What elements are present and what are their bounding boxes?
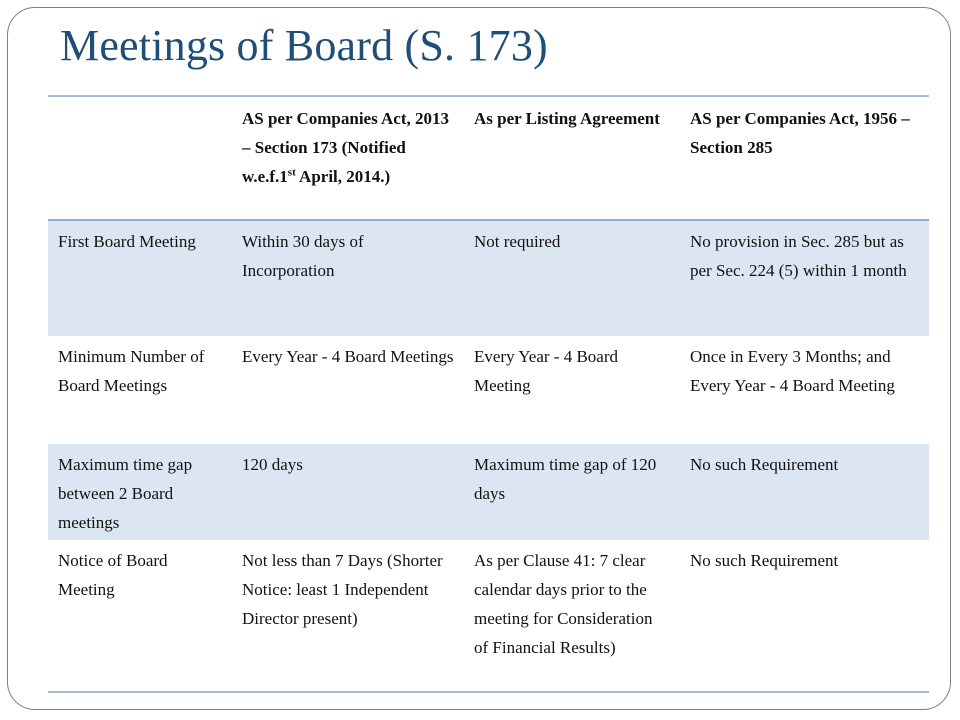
header-act-2013-text: AS per Companies Act, 2013 – Section 173 (Notified w.e.f.1 (242, 109, 449, 186)
table-row (48, 540, 929, 692)
cell-act-2013: 120 days (232, 444, 464, 540)
cell-act-1956: No such Requirement (690, 551, 839, 570)
cell-act-2013: Within 30 days of Incorporation (232, 220, 464, 336)
header-listing-agreement: As per Listing Agreement (474, 109, 660, 128)
header-act-1956: AS per Companies Act, 1956 – Section 285 (690, 109, 910, 157)
cell-act-1956: No such Requirement (680, 444, 929, 540)
table-row (48, 220, 929, 336)
cell-listing: As per Clause 41: 7 clear calendar days prior to the meeting for Consideration of Financial Results) (474, 551, 653, 657)
cell-listing: Not required (464, 220, 680, 336)
header-act-2013-superscript: st (287, 166, 296, 179)
slide-title: Meetings of Board (S. 173) (60, 21, 548, 70)
table-row (48, 336, 929, 444)
row-label: First Board Meeting (48, 220, 232, 336)
header-corner-cell (48, 96, 232, 220)
cell-act-2013: Not less than 7 Days (Shorter Notice: least 1 Independent Director present) (242, 551, 443, 628)
cell-listing: Maximum time gap of 120 days (464, 444, 680, 540)
comparison-table (48, 95, 929, 693)
row-label: Notice of Board Meeting (58, 551, 168, 599)
cell-act-2013: Every Year - 4 Board Meetings (242, 347, 454, 366)
cell-act-1956: No provision in Sec. 285 but as per Sec. 224 (5) within 1 month (680, 220, 929, 336)
cell-listing: Every Year - 4 Board Meeting (474, 347, 618, 395)
header-act-2013 (232, 96, 464, 220)
cell-act-1956: Once in Every 3 Months; and Every Year - 4 Board Meeting (690, 347, 895, 395)
header-act-2013-text-end: April, 2014.) (295, 167, 391, 186)
row-label: Minimum Number of Board Meetings (58, 347, 205, 395)
table-row (48, 444, 929, 540)
table-header-row (48, 96, 929, 220)
row-label: Maximum time gap between 2 Board meetings (48, 444, 232, 540)
